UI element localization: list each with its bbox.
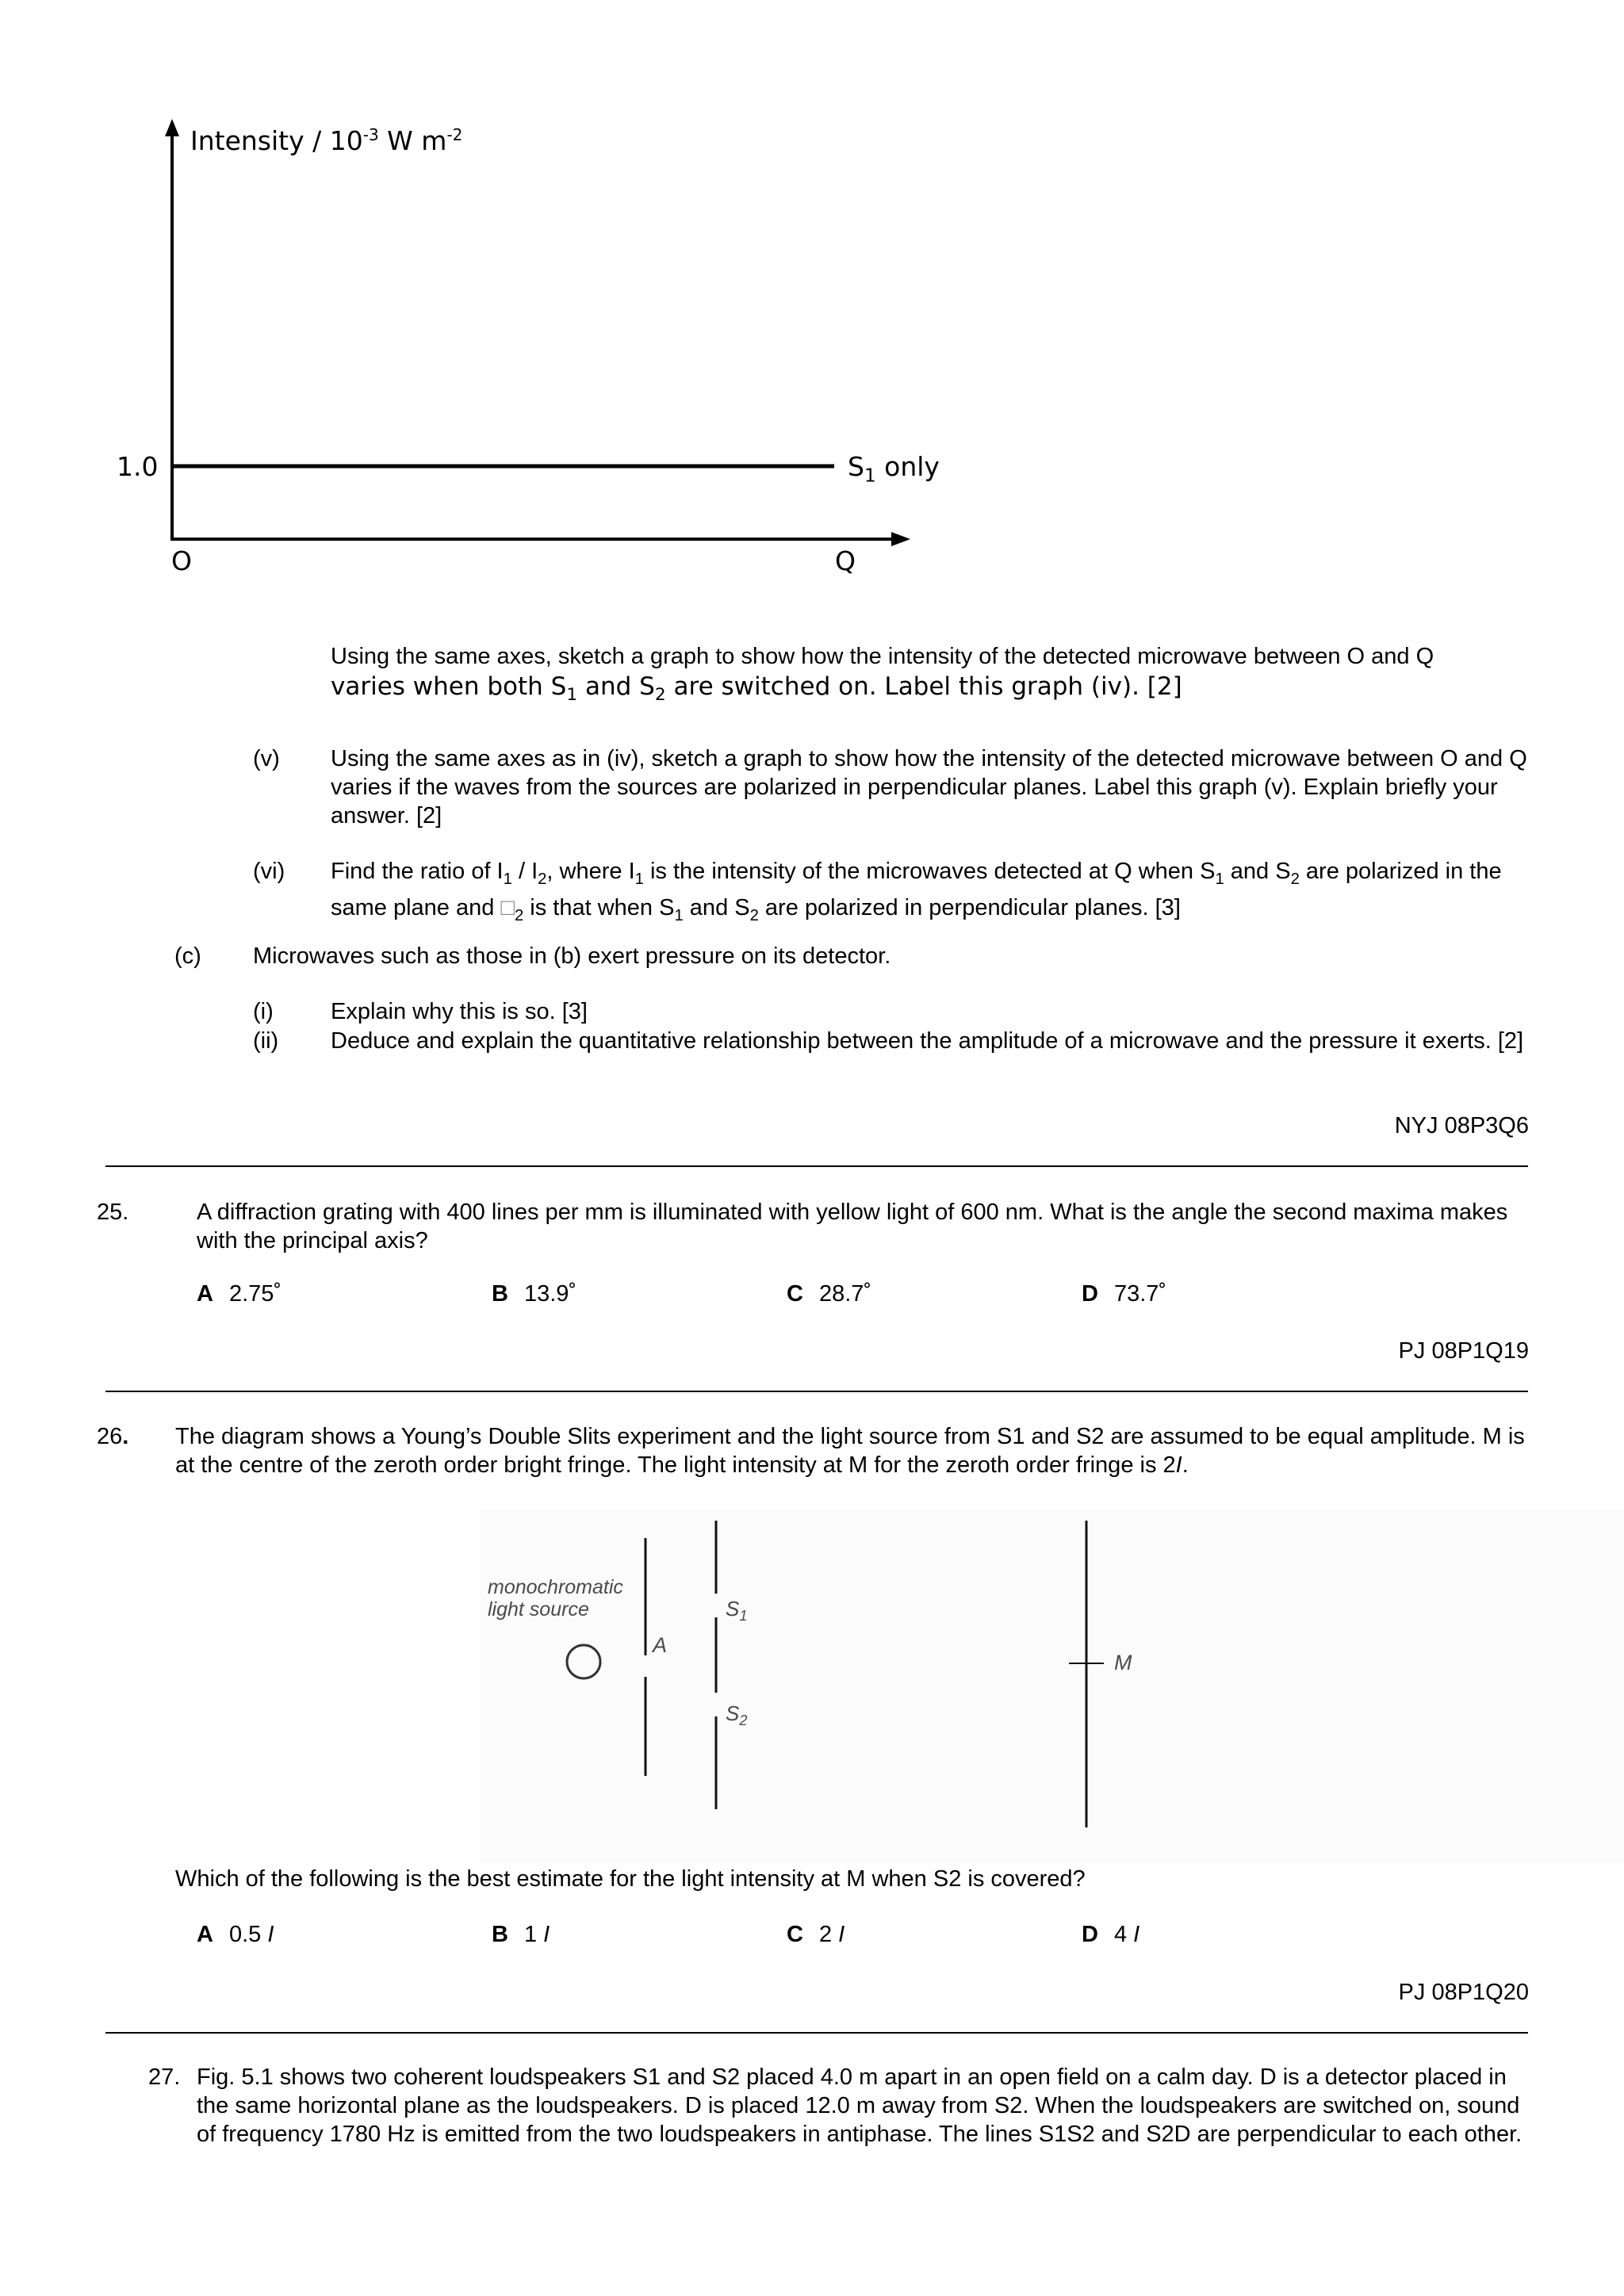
intensity-graph [0, 0, 991, 603]
part-c-number: (c) [174, 943, 201, 969]
slit-s2-label: $S_2$ [726, 1701, 748, 1729]
divider [105, 1391, 1528, 1392]
option-c[interactable]: C 28.7˚ [787, 1281, 872, 1307]
question-number: 25. [97, 1200, 129, 1225]
x-end-label: Q [835, 545, 856, 576]
part-iv-text [331, 642, 1536, 710]
option-b[interactable]: B 13.9˚ [492, 1281, 577, 1307]
part-vi-number: (vi) [253, 859, 285, 884]
x-axis-arrow [891, 532, 910, 546]
part-v-number: (v) [253, 746, 280, 771]
part-c-i-number: (i) [253, 999, 274, 1024]
y-axis-label: Intensity / $10^{-3}$ W $m^{-2}$ [190, 125, 463, 156]
part-c-text: Microwaves such as those in (b) exert pressure on its detector. [253, 943, 891, 969]
part-iv-line1: Using the same axes, sketch a graph to show how the intensity of the detected microwave between O and Q [331, 644, 1434, 669]
double-slit-diagram [0, 1506, 1189, 1839]
slit-s1-label: $S_1$ [726, 1597, 748, 1624]
question-text: Fig. 5.1 shows two coherent loudspeakers S1 and S2 placed 4.0 m apart in an open field on a calm day. D is a detector placed in the same horizontal plane as the loudspeakers. D is placed 12.0 m away from S2. When the loudspeakers are switched on, sound of frequency 1780 Hz is emitted from the two loudspeakers in antiphase. The lines S1S2 and S2D are perpendicular to each other. [197, 2064, 1522, 2147]
part-c-i-text: Explain why this is so. [3] [331, 999, 588, 1024]
source-reference: NYJ 08P3Q6 [1394, 1113, 1529, 1138]
light-source-icon [567, 1645, 600, 1678]
part-v-text: Using the same axes as in (iv), sketch a graph to show how the intensity of the detected microwave between O and Q varies if the waves from the sources are polarized in perpendicular planes. Label this graph (v). Explain briefly your answer. [2] [331, 746, 1527, 828]
divider [105, 2032, 1528, 2034]
option-c[interactable]: C 2 I [787, 1922, 845, 1947]
source-reference: PJ 08P1Q20 [1398, 1980, 1529, 2005]
light-source-label: monochromatic light source [488, 1576, 623, 1621]
divider [105, 1165, 1528, 1167]
option-a[interactable]: A 0.5 I [197, 1922, 274, 1947]
question-text: A diffraction grating with 400 lines per mm is illuminated with yellow light of 600 nm. What is the angle the second maxima makes with the principal axis? [197, 1200, 1508, 1253]
option-d[interactable]: D 73.7˚ [1082, 1281, 1167, 1307]
part-iv-line2: varies when both $S_1$ and $S_2$ are switched on. Label this graph (iv). [2] [331, 672, 1182, 706]
origin-label: O [171, 545, 192, 576]
part-vi-text: Find the ratio of $I_1 / I_2$, where $I_1$ is the intensity of the microwaves detected at Q when $S_1$ and $S_2$ are polarized in the same plane and $□_2$ is that when $S_1$ and $S_2$ are polarized in perpendicular planes. [3] [331, 859, 1502, 924]
question-prompt: Which of the following is the best estimate for the light intensity at M when S2 is covered? [175, 1866, 1086, 1892]
question-number: 27. [148, 2064, 181, 2090]
series-label: $S_1$ only [848, 451, 940, 487]
point-m-label: M [1114, 1651, 1132, 1674]
slit-a-label: A [653, 1633, 668, 1657]
option-b[interactable]: B 1 I [492, 1922, 550, 1947]
option-a[interactable]: A 2.75˚ [197, 1281, 282, 1307]
question-number: 26. [97, 1424, 129, 1449]
option-d[interactable]: D 4 I [1082, 1922, 1140, 1947]
y-axis-arrow [165, 119, 179, 136]
part-c-ii-number: (ii) [253, 1028, 279, 1054]
y-tick-label: 1.0 [117, 451, 159, 482]
part-c-ii-text: Deduce and explain the quantitative relationship between the amplitude of a microwave and the pressure it exerts. [2] [331, 1028, 1524, 1054]
source-reference: PJ 08P1Q19 [1398, 1338, 1529, 1364]
question-text: The diagram shows a Young’s Double Slits experiment and the light source from S1 and S2 are assumed to be equal amplitude. M is at the centre of the zeroth order bright fringe. The light intensity at M for the zeroth order fringe is 2I. [175, 1424, 1525, 1478]
